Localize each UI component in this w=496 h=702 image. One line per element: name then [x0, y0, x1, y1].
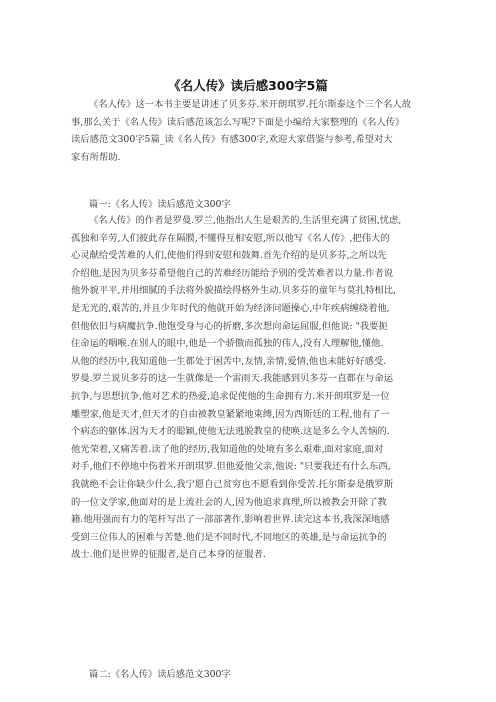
intro-paragraph [71, 96, 427, 166]
body-line: 雕塑家,他是天才,但天才的自由被教皇紧紧地束缚,因为西斯廷的工程,他有了一 [71, 408, 390, 420]
intro-line: 家有所帮助. [71, 151, 121, 163]
body-line: 《名人传》的作者是罗曼.罗兰,他指出人生是艰苦的,生活里充满了贫困,忧虑, [89, 215, 402, 226]
intro-line: 事,那么关于《名人传》读后感范该怎么写呢?下面是小编给大家整理的《名人传》 [71, 116, 405, 128]
body-line: 是无光的,艰苦的,并且少年时代的他就开始为经济问题操心,中年疾病缠绕着他, [71, 302, 390, 314]
section-1-body [71, 212, 427, 564]
body-line: 住命运的咽喉.在别人的眼中,他是一个骄傲而孤独的伟人,没有人理解他,懂他. [71, 338, 384, 350]
section-heading-2: 篇二:《名人传》读后感范文300字 [89, 669, 231, 680]
body-line: 籍.他用强而有力的笔杆写出了一部部著作,影响着世界.读完这本书,我深深地感 [71, 514, 390, 526]
body-line: 抗争,与思想抗争,他对艺术的热爱,追求促使他的生命拥有力.米开朗琪罗是一位 [71, 390, 390, 402]
body-line: 个病态的躯体.因为天才的聪颖,使他无法逃脱教皇的使唤.这是多么令人苦恼的. [71, 426, 390, 438]
body-line: 介绍他,是因为贝多芬希望他自己的苦难经历能给予别的受苦难者以力量.作者说 [71, 267, 394, 279]
body-line: 受到三位伟人的困难与苦楚.他们是不同时代,不同地区的英雄,是与命运抗争的 [71, 531, 387, 543]
body-line: 他光荣着,又痛苦着.读了他的经历,我知道他的处境有多么艰难,面对家庭,面对 [71, 443, 384, 455]
intro-line: 《名人传》这一本书主要是讲述了贝多芬.米开朗琪罗.托尔斯泰这个三个名人故 [89, 99, 412, 110]
body-line: 的一位文学家,他面对的是上流社会的人,因为他追求真理,所以被教会开除了教 [71, 496, 387, 508]
body-line: 孤独和辛劳,人们彼此存在隔膜,不懂得互相安慰,所以他写《名人传》,把伟大的 [71, 232, 390, 244]
body-line: 他外貌平平,并用细腻的手法将外貌描绘得格外生动.贝多芬的童年与莫扎特相比, [71, 285, 396, 297]
body-line: 但他依旧与病魔抗争.他饱受身与心的折磨,多次想向命运屈服,但他说: "我要扼 [71, 320, 388, 332]
body-line: 从他的经历中,我知道他一生都处于困苦中,友情,亲情,爱情,他也未能好好感受. [71, 355, 387, 367]
body-line: 战士.他们是世界的征服者,是自己本身的征服者. [71, 549, 266, 561]
body-line: 对手,他们不停地中伤着米开朗琪罗.但他爱他父亲,他说: "只要我还有什么东西, [71, 461, 391, 473]
intro-line: 读后感范文300字5篇_读《名人传》有感300字,欢迎大家借鉴与参考,希望对大 [71, 134, 393, 146]
body-line: 我就绝不会让你缺少什么,我宁愿自己贫穷也不愿看到你受苦.托尔斯泰是俄罗斯 [71, 478, 394, 490]
section-heading-1: 篇一:《名人传》读后感范文300字 [89, 199, 231, 210]
body-line: 罗曼.罗兰说贝多芬的这一生就像是一个雷雨天.我能感到贝多芬一直都在与命运 [71, 373, 394, 385]
body-line: 心灵献给受苦难的人们,使他们得到安慰和鼓舞.首先介绍的是贝多芬,之所以先 [71, 250, 387, 262]
page-title: 《名人传》读后感300字5篇 [168, 78, 328, 93]
